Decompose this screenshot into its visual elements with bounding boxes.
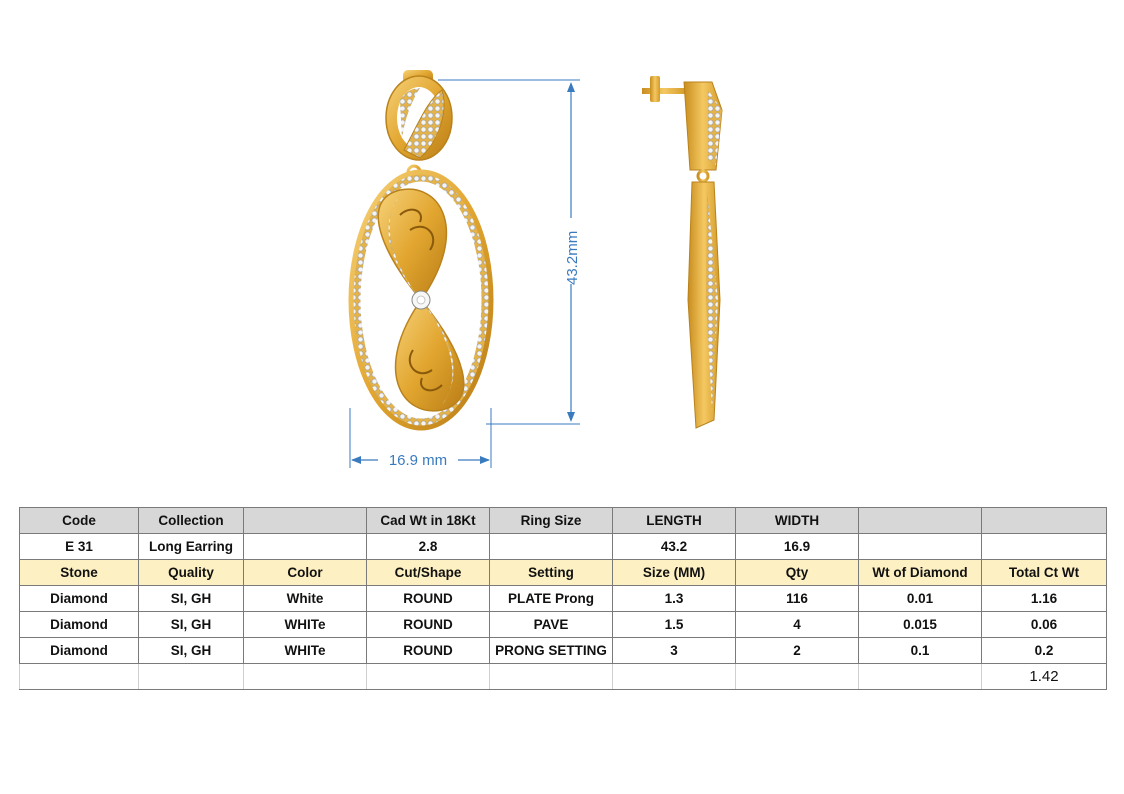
total-empty-cell — [859, 664, 982, 690]
total-empty-cell — [613, 664, 736, 690]
value-blank-3 — [982, 534, 1107, 560]
header-wt-diamond: Wt of Diamond — [859, 560, 982, 586]
quality-cell: SI, GH — [139, 586, 244, 612]
value-cad-wt: 2.8 — [367, 534, 490, 560]
total-cell: 0.06 — [982, 612, 1107, 638]
total-cell: 1.16 — [982, 586, 1107, 612]
setting-cell: PAVE — [490, 612, 613, 638]
header-blank-2 — [859, 508, 982, 534]
setting-cell: PLATE Prong — [490, 586, 613, 612]
setting-cell: PRONG SETTING — [490, 638, 613, 664]
stone-row — [20, 612, 1107, 638]
value-blank-2 — [859, 534, 982, 560]
total-empty-cell — [244, 664, 367, 690]
value-ring-size — [490, 534, 613, 560]
header-quality: Quality — [139, 560, 244, 586]
earring-front-view — [353, 70, 489, 426]
total-empty-cell — [490, 664, 613, 690]
color-cell: WHITe — [244, 638, 367, 664]
header-total-ct-wt: Total Ct Wt — [982, 560, 1107, 586]
cut-cell: ROUND — [367, 638, 490, 664]
header-qty: Qty — [736, 560, 859, 586]
cut-cell: ROUND — [367, 586, 490, 612]
color-cell: White — [244, 586, 367, 612]
width-dimension — [350, 408, 491, 469]
width-label: 16.9 mm — [388, 452, 448, 469]
stone-cell: Diamond — [20, 586, 139, 612]
value-code: E 31 — [20, 534, 139, 560]
header-width: WIDTH — [736, 508, 859, 534]
header-stone: Stone — [20, 560, 139, 586]
wt-cell: 0.1 — [859, 638, 982, 664]
qty-cell: 116 — [736, 586, 859, 612]
header-length: LENGTH — [613, 508, 736, 534]
color-cell: WHITe — [244, 612, 367, 638]
header-size-mm: Size (MM) — [613, 560, 736, 586]
header-ring-size: Ring Size — [490, 508, 613, 534]
spec-table — [19, 507, 1107, 690]
value-blank-1 — [244, 534, 367, 560]
header-blank-3 — [982, 508, 1107, 534]
earring-side-view — [642, 76, 722, 428]
stone-row — [20, 586, 1107, 612]
header-cad-wt: Cad Wt in 18Kt — [367, 508, 490, 534]
header-cut-shape: Cut/Shape — [367, 560, 490, 586]
size-cell: 1.3 — [613, 586, 736, 612]
value-width: 16.9 — [736, 534, 859, 560]
total-ct-wt-value: 1.42 — [982, 664, 1107, 690]
spec-values-row — [20, 534, 1107, 560]
value-length: 43.2 — [613, 534, 736, 560]
stone-cell: Diamond — [20, 612, 139, 638]
quality-cell: SI, GH — [139, 612, 244, 638]
total-empty-cell — [20, 664, 139, 690]
header-blank-1 — [244, 508, 367, 534]
length-label: 43.2mm — [564, 230, 581, 285]
size-cell: 1.5 — [613, 612, 736, 638]
header-collection: Collection — [139, 508, 244, 534]
qty-cell: 4 — [736, 612, 859, 638]
stone-row — [20, 638, 1107, 664]
header-color: Color — [244, 560, 367, 586]
stone-header-row — [20, 560, 1107, 586]
wt-cell: 0.015 — [859, 612, 982, 638]
total-empty-cell — [139, 664, 244, 690]
quality-cell: SI, GH — [139, 638, 244, 664]
total-empty-cell — [736, 664, 859, 690]
size-cell: 3 — [613, 638, 736, 664]
spec-header-row — [20, 508, 1107, 534]
value-collection: Long Earring — [139, 534, 244, 560]
total-empty-cell — [367, 664, 490, 690]
qty-cell: 2 — [736, 638, 859, 664]
wt-cell: 0.01 — [859, 586, 982, 612]
total-cell: 0.2 — [982, 638, 1107, 664]
header-code: Code — [20, 508, 139, 534]
cut-cell: ROUND — [367, 612, 490, 638]
total-row — [20, 664, 1107, 690]
header-setting: Setting — [490, 560, 613, 586]
stone-cell: Diamond — [20, 638, 139, 664]
